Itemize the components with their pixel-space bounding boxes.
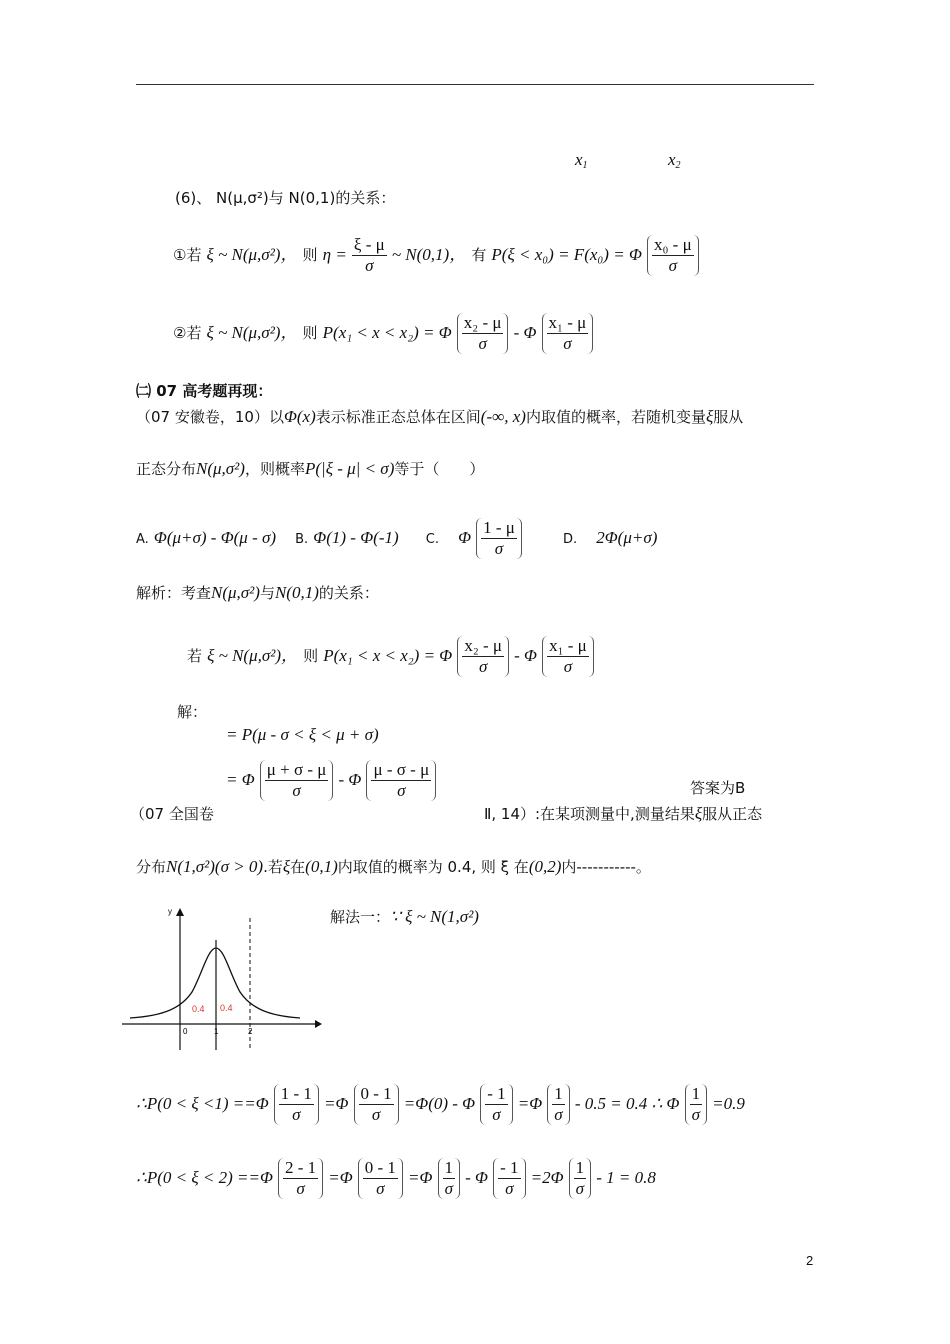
q1-line2: 正态分布N(μ,σ²)，则概率P(|ξ - μ| < σ)等于（ ） (136, 459, 485, 478)
y-axis-label: y (168, 907, 172, 916)
calc-line1: ∴P(0 < ξ <1) ==Φ $\frac{1 - 1}{\sigma}$ =Φ $\frac{0 - 1}{\sigma}$ =Φ(0) - Φ $\frac{- 1}{\sigma}$ =Φ $\frac{1}{\sigma}$ - 0.5 = 0.4 ∴ Φ $\frac{1}{\sigma}$ =0.9 (136, 1084, 745, 1124)
section2-heading: ㈡ 07 高考题再现： (136, 382, 273, 400)
solution-line2: = Φ $\frac{\mu + \sigma - \mu}{\sigma}$ - Φ $\frac{\mu - \sigma - \mu}{\sigma}$ (226, 760, 436, 801)
q1-line1: （07 安徽卷，10）以Φ(x)表示标准正态总体在区间(-∞, x)内取值的概率，若随机变量ξ服从 (136, 407, 744, 426)
y-axis-arrow (176, 908, 184, 916)
header-rule (136, 84, 814, 85)
region-left-label: 0.4 (192, 1004, 205, 1014)
q2-prefix: （07 全国卷 (130, 805, 214, 823)
bell-curve (130, 948, 300, 1018)
analysis-line: 解析：考查N(μ,σ²)与N(0,1)的关系： (136, 583, 379, 602)
header-x1: $x_1$ (575, 150, 588, 171)
q1-options: A. Φ(μ+σ) - Φ(μ - σ) B. Φ(1) - Φ(-1) C. Φ $\frac{1 - \mu}{\sigma}$ D. 2Φ(μ+σ) (136, 518, 658, 558)
answer-text: 答案为B (690, 779, 746, 797)
analysis-formula: 若 ξ ~ N(μ,σ²)， 则 P(x₁ < x < x₂) = Φ $\frac{\text{x₂ - μ}}{\sigma}$ - Φ $\frac{\text{x₁ - μ}}{\sigma}$ (187, 636, 594, 677)
calc-line2: ∴P(0 < ξ < 2) ==Φ $\frac{2 - 1}{\sigma}$ =Φ $\frac{0 - 1}{\sigma}$ =Φ $\frac{1}{\sigma}$ - Φ $\frac{- 1}{\sigma}$ =2Φ $\frac{1}{\sigma}$ - 1 = 0.8 (136, 1158, 656, 1198)
method1-line: 解法一：∵ ξ ~ N(1,σ²) (330, 907, 479, 926)
region-right-label: 0.4 (220, 1003, 233, 1013)
solution-line1: = P(μ - σ < ξ < μ + σ) (226, 725, 379, 744)
solution-label: 解： (177, 703, 208, 721)
q2-line1: Ⅱ, 14）:在某项测量中,测量结果ξ服从正态 (484, 804, 763, 823)
tick-0: 0 (183, 1027, 188, 1036)
item6-line2: ②若 ξ ~ N(μ,σ²)， 则 P(x₁ < x < x₂) = Φ $\frac{\text{x₂ - μ}}{\sigma}$ - Φ $\frac{\text{x₁ - μ}}{\sigma}$ (173, 313, 593, 354)
x-axis-arrow (315, 1020, 322, 1028)
item6-line1: ①若 ξ ~ N(μ,σ²)， 则 η = $\frac{\xi - \mu}{\sigma}$ ~ N(0,1)， 有 P(ξ < x₀) = F(x₀) = Φ $\frac{\text{x₀ - μ}}{\sigma}$ (173, 235, 699, 276)
q2-line2: 分布N(1,σ²)(σ > 0).若ξ在(0,1)内取值的概率为 0.4, 则 ξ 在(0,2)内-----------。 (136, 857, 651, 876)
tick-1: 1 (214, 1027, 219, 1036)
page-number: 2 (806, 1253, 814, 1268)
tick-2: 2 (248, 1027, 253, 1036)
normal-curve-diagram (120, 900, 325, 1055)
item6-title: (6)、 N(μ,σ²)与 N(0,1)的关系： (175, 189, 396, 207)
header-x2: $x_2$ (668, 150, 681, 171)
